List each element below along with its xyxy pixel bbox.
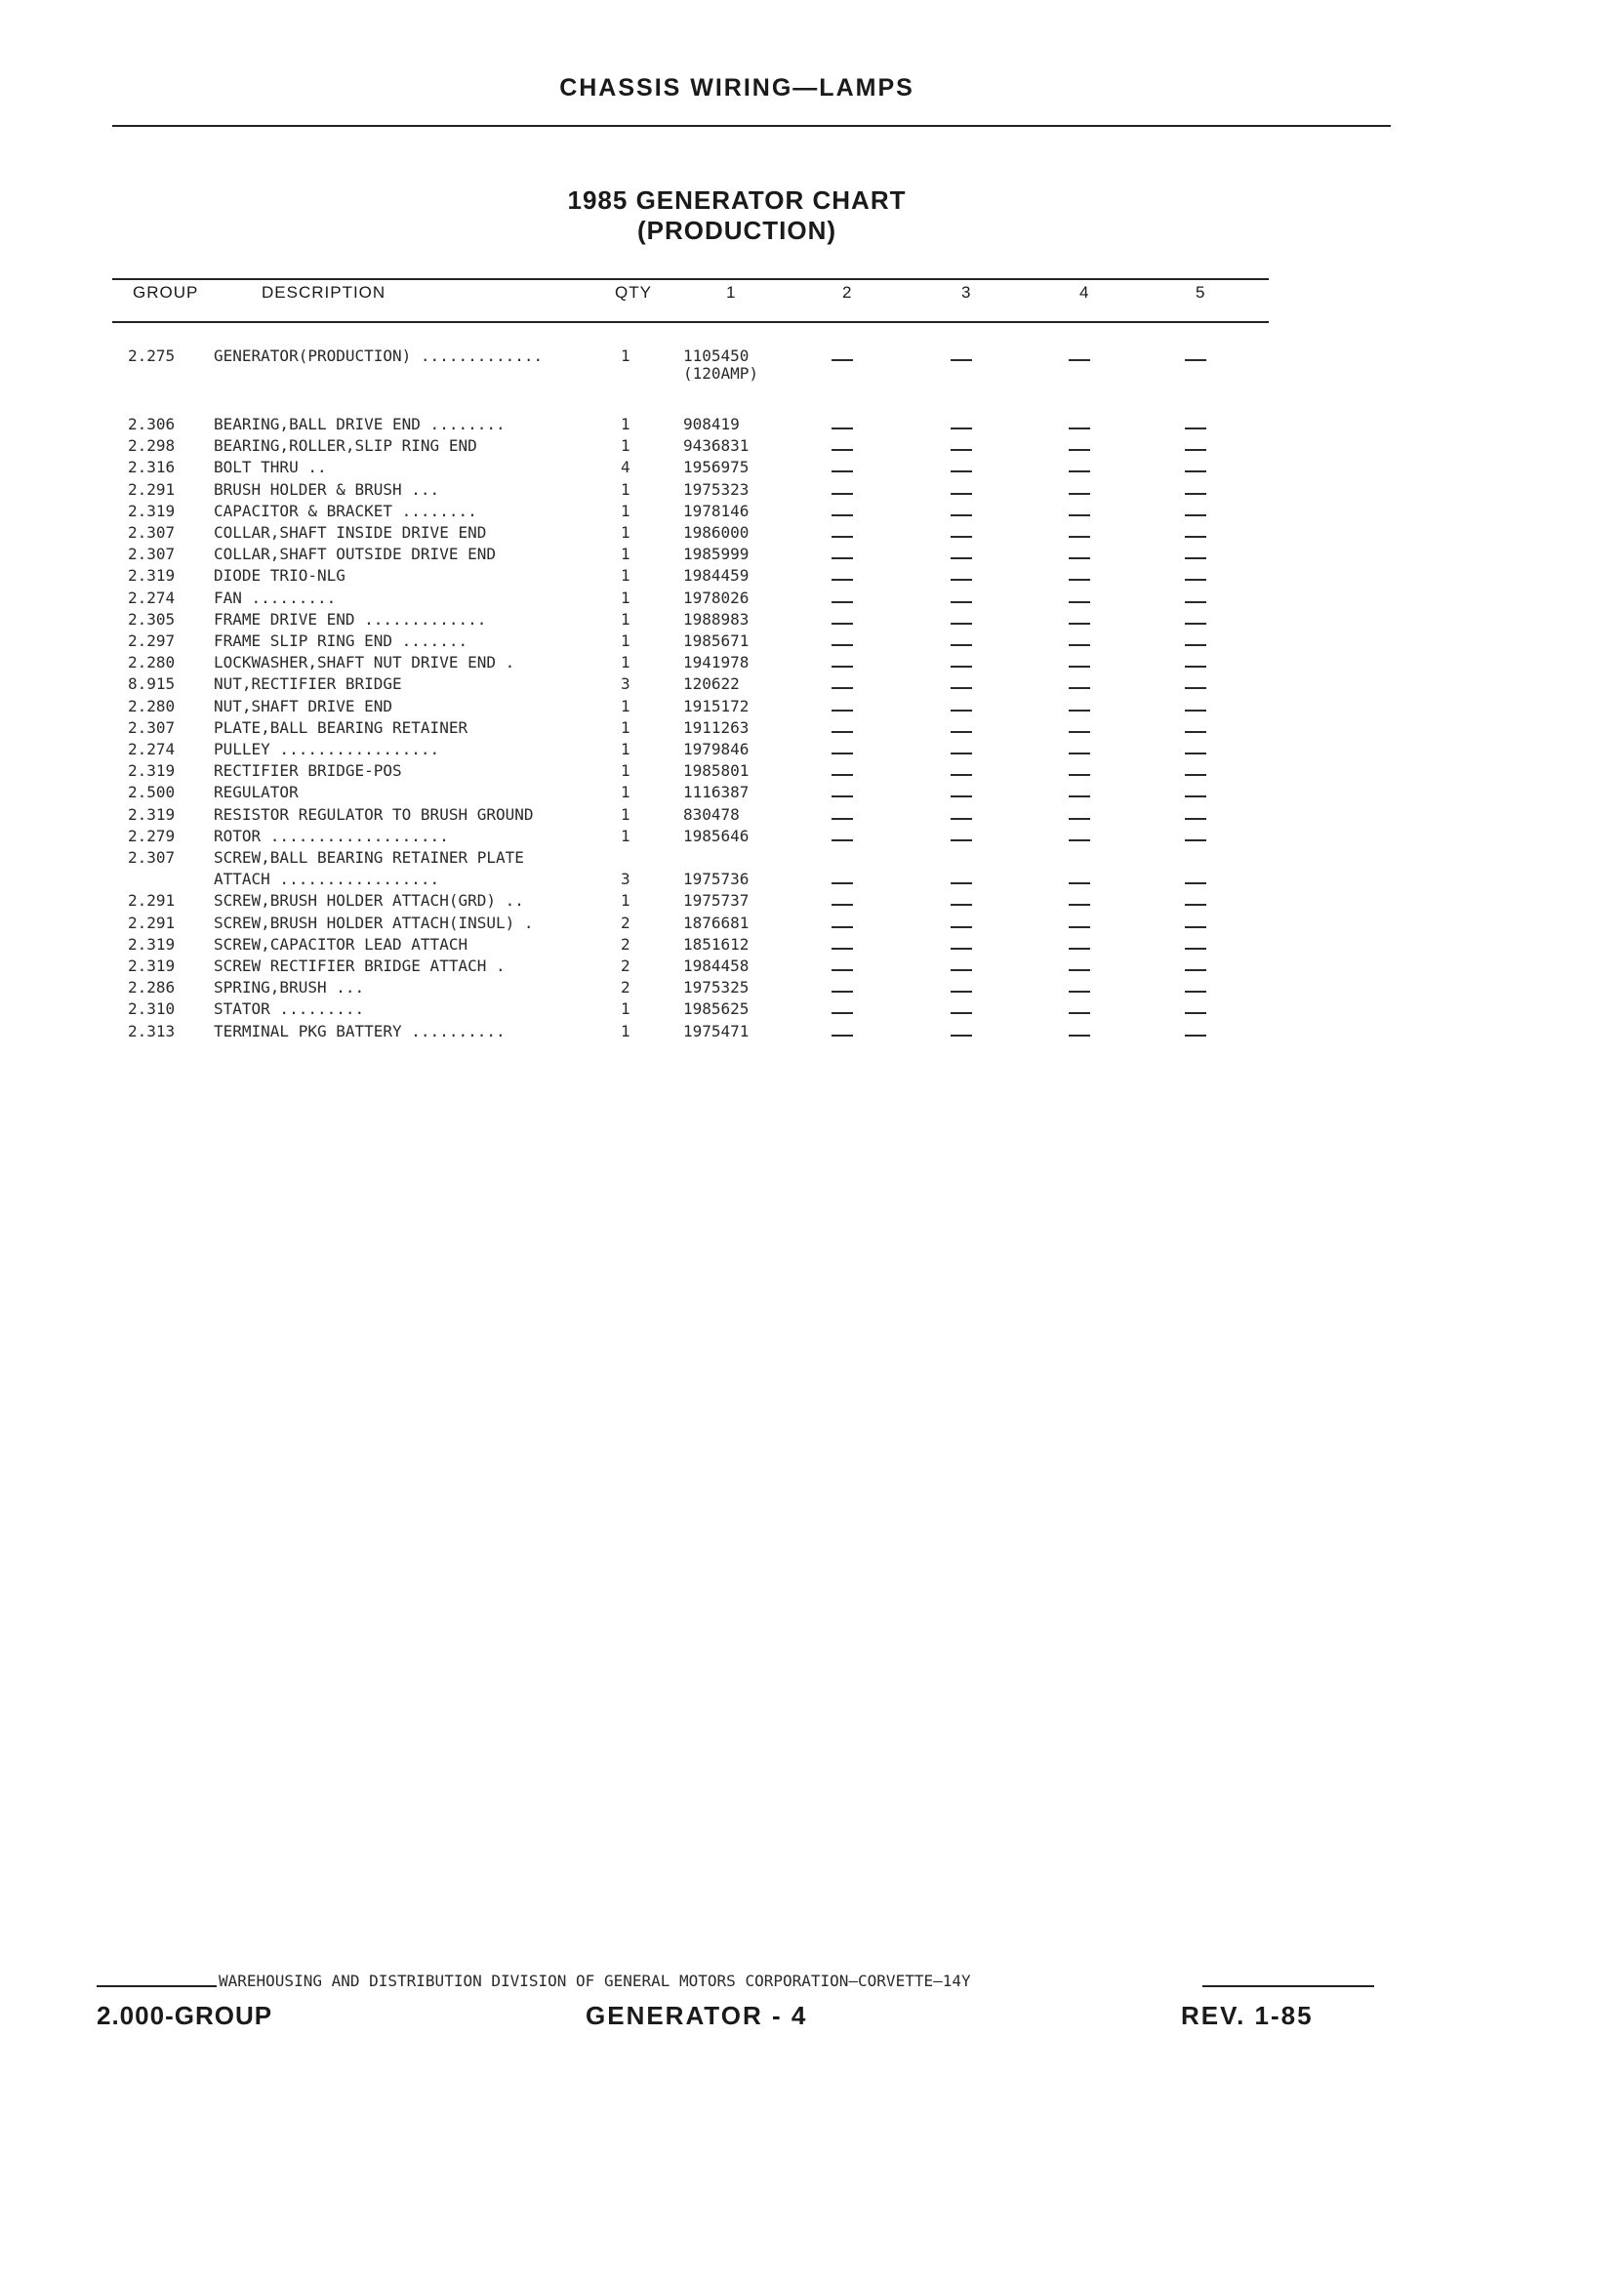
table-row: [0, 979, 1624, 996]
row-description: LOCKWASHER,SHAFT NUT DRIVE END .: [214, 654, 515, 672]
row-part-number: 1986000: [683, 523, 750, 542]
table-row: [0, 828, 1624, 844]
empty-cell-dash-col-5: [1185, 969, 1206, 971]
empty-cell-dash-col-2: [832, 449, 853, 451]
row-description: COLLAR,SHAFT INSIDE DRIVE END: [214, 524, 487, 541]
empty-cell-dash-col-4: [1069, 1035, 1090, 1037]
empty-cell-dash-col-2: [832, 557, 853, 559]
row-qty: 1: [621, 545, 630, 564]
table-row: [0, 957, 1624, 974]
empty-cell-dash-col-2: [832, 774, 853, 776]
empty-cell-dash-col-2: [832, 687, 853, 689]
empty-cell-dash-col-3: [951, 493, 972, 495]
empty-cell-dash-col-3: [951, 1012, 972, 1014]
row-qty: 1: [621, 717, 630, 737]
row-description: FAN .........: [214, 589, 337, 606]
row-qty: 1: [621, 696, 630, 715]
row-qty: 1: [621, 999, 630, 1019]
table-row: [0, 741, 1624, 757]
table-row: [0, 590, 1624, 606]
empty-cell-dash-col-2: [832, 623, 853, 625]
empty-cell-dash-col-2: [832, 1035, 853, 1037]
row-qty: 2: [621, 913, 630, 932]
table-row: [0, 459, 1624, 475]
row-qty: 3: [621, 870, 630, 889]
row-part-number: 1985646: [683, 826, 750, 845]
row-description: FRAME DRIVE END .............: [214, 610, 487, 628]
empty-cell-dash-col-3: [951, 449, 972, 451]
row-qty: 1: [621, 783, 630, 802]
empty-cell-dash-col-2: [832, 839, 853, 841]
empty-cell-dash-col-4: [1069, 904, 1090, 906]
row-group: 2.307: [128, 848, 176, 867]
empty-cell-dash-col-3: [951, 514, 972, 516]
row-group: 2.291: [128, 479, 176, 499]
footer-revision: REV. 1-85: [1181, 2001, 1314, 2030]
row-description: TERMINAL PKG BATTERY ..........: [214, 1022, 506, 1039]
row-qty: 1: [621, 740, 630, 758]
row-qty: 2: [621, 978, 630, 998]
row-description: PULLEY .................: [214, 741, 440, 757]
row-group: 2.280: [128, 696, 176, 715]
row-group: 2.305: [128, 609, 176, 629]
row-qty: 1: [621, 891, 630, 911]
row-part-number: 1985625: [683, 999, 750, 1019]
row-description: FRAME SLIP RING END .......: [214, 632, 468, 649]
empty-cell-dash-col-3: [951, 536, 972, 538]
row-part-number: 120622: [683, 674, 740, 694]
footer-division-line: [0, 1972, 1624, 1993]
empty-cell-dash-col-5: [1185, 1012, 1206, 1014]
empty-cell-dash-col-4: [1069, 839, 1090, 841]
empty-cell-dash-col-2: [832, 948, 853, 950]
table-row: [0, 1000, 1624, 1017]
empty-cell-dash-col-4: [1069, 493, 1090, 495]
row-group: 8.915: [128, 674, 176, 694]
row-qty: 1: [621, 501, 630, 520]
empty-cell-dash-col-3: [951, 948, 972, 950]
empty-cell-dash-col-4: [1069, 623, 1090, 625]
row-group: 2.297: [128, 631, 176, 650]
row-qty: 1: [621, 588, 630, 607]
table-row: [0, 936, 1624, 953]
table-row: [0, 567, 1624, 584]
empty-cell-dash-col-4: [1069, 644, 1090, 646]
empty-cell-dash-col-5: [1185, 449, 1206, 451]
row-part-number: 1975737: [683, 891, 750, 911]
row-qty: 1: [621, 1021, 630, 1040]
row-group: 2.306: [128, 415, 176, 433]
empty-cell-dash-col-3: [951, 644, 972, 646]
column-header-1: 1: [726, 283, 737, 302]
empty-cell-dash-col-2: [832, 644, 853, 646]
table-row: [0, 892, 1624, 909]
row-part-number: 1876681: [683, 913, 750, 932]
table-row: [0, 871, 1624, 887]
row-description: SPRING,BRUSH ...: [214, 979, 365, 997]
row-part-number: 1975325: [683, 978, 750, 998]
row-group: 2.310: [128, 999, 176, 1019]
row-description: GENERATOR(PRODUCTION) .............: [214, 347, 544, 364]
empty-cell-dash-col-5: [1185, 753, 1206, 754]
column-header-2: 2: [842, 283, 853, 302]
empty-cell-dash-col-5: [1185, 470, 1206, 472]
empty-cell-dash-col-3: [951, 731, 972, 733]
empty-cell-dash-col-2: [832, 359, 853, 361]
empty-cell-dash-col-2: [832, 536, 853, 538]
row-part-number: 1979846: [683, 740, 750, 758]
empty-cell-dash-col-4: [1069, 795, 1090, 797]
empty-cell-dash-col-5: [1185, 536, 1206, 538]
footer-group-label: 2.000-GROUP: [97, 2001, 273, 2030]
empty-cell-dash-col-3: [951, 666, 972, 668]
table-row: [0, 719, 1624, 736]
row-group: 2.279: [128, 826, 176, 845]
row-group: 2.316: [128, 458, 176, 477]
column-header-qty: QTY: [615, 283, 652, 302]
empty-cell-dash-col-3: [951, 557, 972, 559]
empty-cell-dash-col-2: [832, 710, 853, 712]
empty-cell-dash-col-4: [1069, 969, 1090, 971]
empty-cell-dash-col-5: [1185, 1035, 1206, 1037]
table-row: [0, 632, 1624, 649]
empty-cell-dash-col-4: [1069, 926, 1090, 928]
empty-cell-dash-col-2: [832, 666, 853, 668]
empty-cell-dash-col-5: [1185, 839, 1206, 841]
row-group: 2.319: [128, 566, 176, 586]
row-description: SCREW,CAPACITOR LEAD ATTACH: [214, 935, 468, 953]
empty-cell-dash-col-5: [1185, 731, 1206, 733]
empty-cell-dash-col-3: [951, 1035, 972, 1037]
row-qty: 1: [621, 415, 630, 433]
row-description: PLATE,BALL BEARING RETAINER: [214, 718, 468, 736]
row-qty: 1: [621, 346, 630, 365]
row-group: 2.319: [128, 957, 176, 975]
table-row: [0, 806, 1624, 823]
empty-cell-dash-col-2: [832, 882, 853, 884]
empty-cell-dash-col-2: [832, 493, 853, 495]
row-group: 2.319: [128, 501, 176, 520]
table-row: [0, 784, 1624, 800]
empty-cell-dash-col-4: [1069, 991, 1090, 993]
empty-cell-dash-col-2: [832, 753, 853, 754]
row-description: REGULATOR: [214, 784, 299, 801]
empty-cell-dash-col-5: [1185, 904, 1206, 906]
empty-cell-dash-col-5: [1185, 514, 1206, 516]
row-qty: 1: [621, 653, 630, 672]
empty-cell-dash-col-5: [1185, 428, 1206, 429]
chart-title-line1: 1985 GENERATOR CHART: [567, 185, 907, 215]
column-header-3: 3: [961, 283, 972, 302]
row-group: 2.298: [128, 436, 176, 456]
row-description: SCREW,BALL BEARING RETAINER PLATE: [214, 849, 524, 866]
row-part-number: 1851612: [683, 934, 750, 954]
empty-cell-dash-col-3: [951, 818, 972, 820]
row-description: SCREW,BRUSH HOLDER ATTACH(INSUL) .: [214, 914, 534, 931]
empty-cell-dash-col-5: [1185, 623, 1206, 625]
table-row: [0, 546, 1624, 562]
empty-cell-dash-col-4: [1069, 1012, 1090, 1014]
row-part-number: 1975736: [683, 870, 750, 889]
empty-cell-dash-col-5: [1185, 601, 1206, 603]
table-row: [0, 762, 1624, 779]
empty-cell-dash-col-5: [1185, 579, 1206, 581]
footer-left-rule: [97, 1985, 217, 1987]
table-top-rule: [112, 278, 1269, 280]
footer-division-text: WAREHOUSING AND DISTRIBUTION DIVISION OF GENERAL MOTORS CORPORATION—CORVETTE—14Y: [219, 1972, 971, 1990]
row-part-number: 1956975: [683, 458, 750, 477]
empty-cell-dash-col-4: [1069, 687, 1090, 689]
row-group: 2.280: [128, 653, 176, 672]
row-group: 2.313: [128, 1021, 176, 1040]
empty-cell-dash-col-2: [832, 428, 853, 429]
row-group: 2.307: [128, 523, 176, 542]
row-qty: 1: [621, 804, 630, 824]
row-part-number: 1941978: [683, 653, 750, 672]
row-group: 2.319: [128, 761, 176, 781]
empty-cell-dash-col-3: [951, 359, 972, 361]
table-row: [0, 481, 1624, 498]
chart-title: [542, 185, 932, 246]
empty-cell-dash-col-3: [951, 601, 972, 603]
column-header-description: DESCRIPTION: [262, 283, 386, 302]
row-part-number: 1911263: [683, 717, 750, 737]
empty-cell-dash-col-2: [832, 818, 853, 820]
table-row: [0, 346, 1624, 383]
empty-cell-dash-col-5: [1185, 493, 1206, 495]
empty-cell-dash-col-4: [1069, 731, 1090, 733]
empty-cell-dash-col-5: [1185, 710, 1206, 712]
table-row: [0, 698, 1624, 714]
empty-cell-dash-col-4: [1069, 818, 1090, 820]
empty-cell-dash-col-2: [832, 991, 853, 993]
empty-cell-dash-col-4: [1069, 449, 1090, 451]
row-qty: 2: [621, 934, 630, 954]
row-group: 2.319: [128, 934, 176, 954]
row-description: BOLT THRU ..: [214, 459, 327, 476]
row-part-number: 1984458: [683, 957, 750, 975]
empty-cell-dash-col-5: [1185, 882, 1206, 884]
empty-cell-dash-col-2: [832, 926, 853, 928]
row-group: 2.286: [128, 978, 176, 998]
empty-cell-dash-col-5: [1185, 687, 1206, 689]
row-qty: 1: [621, 609, 630, 629]
empty-cell-dash-col-2: [832, 969, 853, 971]
row-description: CAPACITOR & BRACKET ........: [214, 502, 477, 519]
row-qty: 1: [621, 479, 630, 499]
chart-title-line2: (PRODUCTION): [636, 216, 837, 245]
row-description: BRUSH HOLDER & BRUSH ...: [214, 480, 440, 498]
row-part-number: 1915172: [683, 696, 750, 715]
empty-cell-dash-col-3: [951, 623, 972, 625]
row-description: ATTACH .................: [214, 871, 440, 888]
empty-cell-dash-col-3: [951, 926, 972, 928]
row-qty: 1: [621, 631, 630, 650]
row-part-number: 1975323: [683, 479, 750, 499]
row-part-number: 1978026: [683, 588, 750, 607]
row-description: COLLAR,SHAFT OUTSIDE DRIVE END: [214, 546, 496, 563]
empty-cell-dash-col-4: [1069, 579, 1090, 581]
empty-cell-dash-col-4: [1069, 557, 1090, 559]
row-description: RECTIFIER BRIDGE-POS: [214, 762, 402, 780]
table-row: [0, 915, 1624, 931]
empty-cell-dash-col-4: [1069, 536, 1090, 538]
row-group: 2.307: [128, 717, 176, 737]
row-part-number: 1985999: [683, 545, 750, 564]
empty-cell-dash-col-5: [1185, 359, 1206, 361]
row-group: 2.500: [128, 783, 176, 802]
table-row: [0, 437, 1624, 454]
empty-cell-dash-col-4: [1069, 428, 1090, 429]
row-description: BEARING,BALL DRIVE END ........: [214, 416, 506, 432]
empty-cell-dash-col-4: [1069, 470, 1090, 472]
empty-cell-dash-col-4: [1069, 882, 1090, 884]
row-part-note: (120AMP): [683, 364, 759, 383]
row-description: RESISTOR REGULATOR TO BRUSH GROUND: [214, 805, 534, 823]
empty-cell-dash-col-5: [1185, 926, 1206, 928]
table-row: [0, 611, 1624, 628]
empty-cell-dash-col-4: [1069, 666, 1090, 668]
row-group: 2.291: [128, 913, 176, 932]
empty-cell-dash-col-3: [951, 579, 972, 581]
row-group: 2.275: [128, 346, 176, 365]
header-divider: [112, 125, 1391, 127]
empty-cell-dash-col-3: [951, 839, 972, 841]
empty-cell-dash-col-2: [832, 731, 853, 733]
row-group: 2.307: [128, 545, 176, 564]
empty-cell-dash-col-3: [951, 795, 972, 797]
column-header-group: GROUP: [133, 283, 199, 302]
row-group: 2.274: [128, 740, 176, 758]
empty-cell-dash-col-2: [832, 904, 853, 906]
empty-cell-dash-col-3: [951, 991, 972, 993]
empty-cell-dash-col-2: [832, 601, 853, 603]
empty-cell-dash-col-4: [1069, 514, 1090, 516]
empty-cell-dash-col-2: [832, 579, 853, 581]
empty-cell-dash-col-2: [832, 514, 853, 516]
row-qty: 1: [621, 566, 630, 586]
table-header-rule: [112, 321, 1269, 323]
row-part-number: 1978146: [683, 501, 750, 520]
empty-cell-dash-col-5: [1185, 948, 1206, 950]
empty-cell-dash-col-4: [1069, 601, 1090, 603]
row-description: BEARING,ROLLER,SLIP RING END: [214, 437, 477, 455]
footer-page-label: GENERATOR - 4: [586, 2001, 808, 2030]
row-part-number: 830478: [683, 804, 740, 824]
row-qty: 1: [621, 761, 630, 781]
table-row: [0, 524, 1624, 541]
column-header-4: 4: [1079, 283, 1090, 302]
table-row: [0, 1023, 1624, 1039]
row-qty: 1: [621, 826, 630, 845]
row-description: NUT,SHAFT DRIVE END: [214, 697, 393, 714]
empty-cell-dash-col-5: [1185, 795, 1206, 797]
row-group: 2.274: [128, 588, 176, 607]
row-qty: 3: [621, 674, 630, 694]
empty-cell-dash-col-3: [951, 774, 972, 776]
row-description: DIODE TRIO-NLG: [214, 567, 345, 585]
empty-cell-dash-col-3: [951, 687, 972, 689]
row-description: NUT,RECTIFIER BRIDGE: [214, 675, 402, 693]
empty-cell-dash-col-4: [1069, 753, 1090, 754]
empty-cell-dash-col-3: [951, 969, 972, 971]
empty-cell-dash-col-5: [1185, 774, 1206, 776]
row-part-number: 1985801: [683, 761, 750, 781]
row-part-number: 1984459: [683, 566, 750, 586]
row-part-number: 908419: [683, 415, 740, 433]
row-part-number: 1975471: [683, 1021, 750, 1040]
row-group: 2.291: [128, 891, 176, 911]
empty-cell-dash-col-2: [832, 795, 853, 797]
table-row: [0, 849, 1624, 866]
row-description: SCREW RECTIFIER BRIDGE ATTACH .: [214, 957, 506, 974]
footer-right-rule: [1202, 1985, 1374, 1987]
empty-cell-dash-col-4: [1069, 948, 1090, 950]
row-description: STATOR .........: [214, 1000, 365, 1018]
empty-cell-dash-col-5: [1185, 991, 1206, 993]
table-row: [0, 503, 1624, 519]
table-row: [0, 654, 1624, 671]
row-group: 2.319: [128, 804, 176, 824]
row-part-number: 1105450: [683, 346, 750, 365]
empty-cell-dash-col-5: [1185, 644, 1206, 646]
row-description: SCREW,BRUSH HOLDER ATTACH(GRD) ..: [214, 892, 524, 910]
row-part-number: 1116387: [683, 783, 750, 802]
empty-cell-dash-col-3: [951, 428, 972, 429]
empty-cell-dash-col-5: [1185, 666, 1206, 668]
table-row: [0, 416, 1624, 432]
empty-cell-dash-col-3: [951, 753, 972, 754]
row-part-number: 9436831: [683, 436, 750, 456]
row-qty: 1: [621, 523, 630, 542]
column-header-5: 5: [1196, 283, 1206, 302]
row-qty: 2: [621, 957, 630, 975]
empty-cell-dash-col-2: [832, 470, 853, 472]
row-part-number: 1988983: [683, 609, 750, 629]
empty-cell-dash-col-4: [1069, 710, 1090, 712]
row-qty: 1: [621, 436, 630, 456]
empty-cell-dash-col-4: [1069, 359, 1090, 361]
row-description: ROTOR ...................: [214, 827, 449, 844]
table-row: [0, 675, 1624, 692]
empty-cell-dash-col-3: [951, 710, 972, 712]
empty-cell-dash-col-5: [1185, 557, 1206, 559]
page-header-title: CHASSIS WIRING—LAMPS: [559, 74, 914, 102]
empty-cell-dash-col-2: [832, 1012, 853, 1014]
empty-cell-dash-col-3: [951, 470, 972, 472]
row-qty: 4: [621, 458, 630, 477]
empty-cell-dash-col-3: [951, 904, 972, 906]
empty-cell-dash-col-4: [1069, 774, 1090, 776]
empty-cell-dash-col-3: [951, 882, 972, 884]
row-part-number: 1985671: [683, 631, 750, 650]
empty-cell-dash-col-5: [1185, 818, 1206, 820]
